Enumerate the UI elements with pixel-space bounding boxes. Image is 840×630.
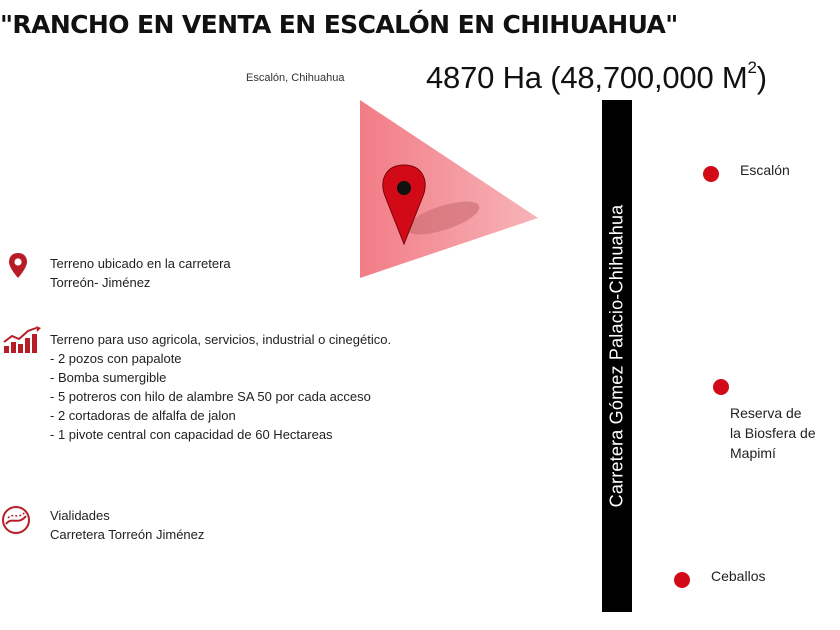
map-pin-icon bbox=[8, 252, 28, 280]
feature-line: Terreno para uso agricola, servicios, industrial o cinegético. bbox=[50, 332, 392, 347]
location-caption: Escalón, Chihuahua bbox=[246, 72, 345, 84]
place-line: Ceballos bbox=[711, 568, 766, 584]
feature-line: - 2 cortadoras de alfalfa de jalon bbox=[50, 408, 236, 423]
place-dot-ceballos bbox=[674, 572, 690, 588]
feature-line: Terreno ubicado en la carretera bbox=[50, 256, 231, 271]
place-line: Reserva de bbox=[730, 405, 802, 421]
growth-chart-icon bbox=[2, 326, 42, 354]
area-close: ) bbox=[756, 60, 767, 95]
road-circle-icon bbox=[0, 504, 32, 536]
feature-line: - 2 pozos con papalote bbox=[50, 351, 182, 366]
feature-line: - 5 potreros con hilo de alambre SA 50 por cada acceso bbox=[50, 389, 371, 404]
area-heading bbox=[426, 58, 767, 96]
place-line: Escalón bbox=[740, 162, 790, 178]
feature-location-text bbox=[50, 254, 231, 292]
feature-line: Vialidades bbox=[50, 508, 110, 523]
feature-roads-text bbox=[50, 506, 204, 544]
place-label-escalon bbox=[740, 160, 790, 180]
place-line: Mapimí bbox=[730, 445, 776, 461]
place-label-reserva bbox=[730, 403, 816, 463]
road-label: Carretera Gómez Palacio-Chihuahua bbox=[606, 204, 627, 508]
place-dot-escalon bbox=[703, 166, 719, 182]
feature-uses-text bbox=[50, 330, 391, 444]
feature-line: Torreón- Jiménez bbox=[50, 275, 151, 290]
place-line: la Biosfera de bbox=[730, 425, 816, 441]
area-superscript: 2 bbox=[747, 58, 757, 77]
page-title: "RANCHO EN VENTA EN ESCALÓN EN CHIHUAHUA" bbox=[0, 10, 678, 39]
area-value: 4870 Ha (48,700,000 M bbox=[426, 60, 748, 95]
feature-line: - Bomba sumergible bbox=[50, 370, 167, 385]
feature-line: Carretera Torreón Jiménez bbox=[50, 527, 205, 542]
feature-line: - 1 pivote central con capacidad de 60 Hectareas bbox=[50, 427, 333, 442]
location-marker-graphic bbox=[355, 100, 545, 280]
place-dot-reserva bbox=[713, 379, 729, 395]
place-label-ceballos bbox=[711, 566, 765, 586]
